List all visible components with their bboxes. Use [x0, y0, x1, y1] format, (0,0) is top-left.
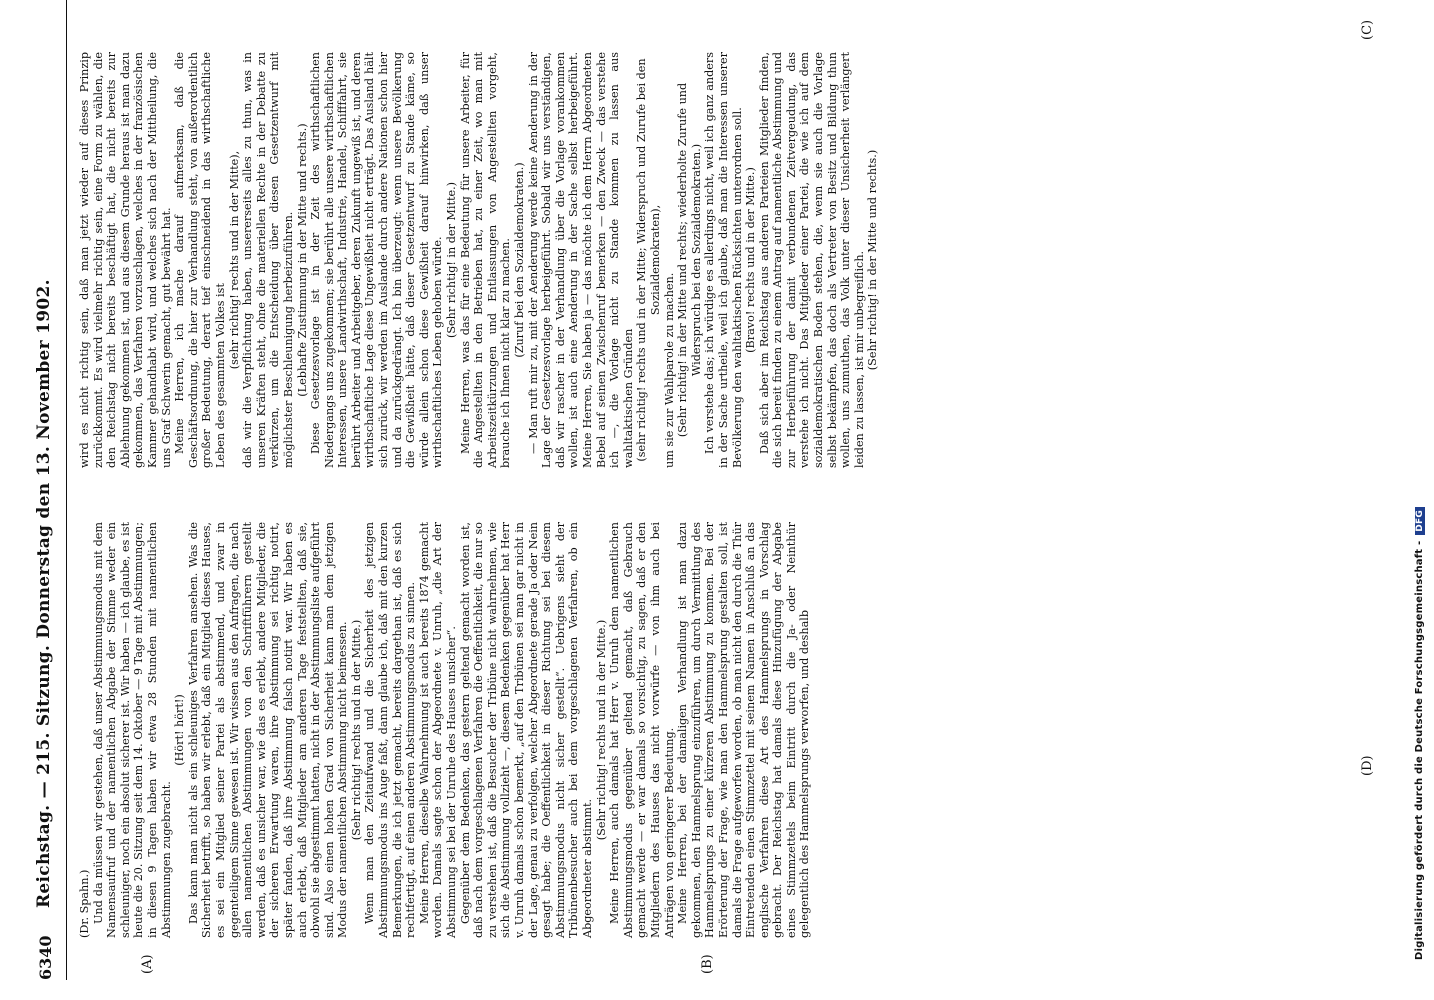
paragraph: (Lebhafte Zustimmung in der Mitte und rechts.): [295, 123, 309, 397]
page-number: 6340: [36, 935, 55, 980]
paragraph: Meine Herren, bei der damaligen Verhandlung ist man dazu gekommen, den Hammelsprung einzuführen, um durch Vermittlung des Hammelsprungs zu einer kürzeren Abstimmung zu kommen. Bei der Erörterung der Frage, wie man den Hammelsprung gestalten soll, ist damals die Frage aufgeworfen worden, ob man nicht den durch die Thür Eintretenden einen Stimmzettel mit seinem Namen in Anschluß an das englische Verfahren diese Art des Hammelsprungs in Vorschlag gebracht. Der Reichstag hat damals diese Hinzufügung der Abgabe eines Stimmzettels beim Eintritt durch die Ja- oder Neinthür gelegentlich des Hammelsprungs verworfen, und deshalb: [676, 522, 812, 938]
paragraph: (Sehr richtig! rechts und in der Mitte.): [594, 619, 608, 841]
paragraph: (Sehr richtig! in der Mitte.): [445, 181, 459, 339]
paragraph: Meine Herren, ich mache darauf aufmerksam, daß die Geschäftsordnung, die hier zur Verhandlung steht, von außerordentlich großer Bedeutung, derart tief einschneidend in das wirthschaftliche Leben des gesammten Volkes ist: [173, 52, 227, 468]
paragraph: (Sehr richtig! in der Mitte und rechts.): [866, 149, 880, 371]
margin-marker-b: (B): [700, 954, 715, 974]
paragraph: Und da müssen wir gestehen, daß unser Abstimmungsmodus mit dem Namensaufruf und der namentlichen Abgabe der Stimme weder ein schleuniger, noch ein absolut sicherer ist. Wir haben — ich glaube, es ist heute die 20. Sitzung seit dem 14. Oktober — 9 Tage mit Abstimmungen; in diesen 9 Tagen haben wir etwa 28 Stunden mit namentlichen Abstimmungen zugebracht.: [91, 522, 173, 938]
paragraph: Wenn man den Zeitaufwand und die Sicherheit des jetzigen Abstimmungsmodus ins Auge faßt, dann glaube ich, daß mit den kurzen Bemerkungen, die ich jetzt gemacht, bereits dargethan ist, daß es sich rechtfertigt, auf einen anderen Abstimmungsmodus zu sinnen.: [363, 522, 418, 938]
paragraph: (Hört! hört!): [173, 694, 187, 766]
paragraph: Ich verstehe das; ich würdige es allerdings nicht, weil ich ganz anders in der Sache urtheile, weil ich glaube, daß man die Interessen unserer Bevölkerung den wahltaktischen Rücksichten unterordnen soll.: [703, 52, 744, 468]
paragraph: Diese Gesetzesvorlage ist in der Zeit des wirthschaftlichen Niedergangs uns zugekommen; sie berührt alle unsere wirthschaftlichen Interessen, unsere Landwirthschaft, Industrie, Handel, Schifffahrt, sie berührt Arbeiter und Arbeitgeber, deren Zukunft ungewiß ist, und deren wirthschaftliche Lage diese Ungewißheit nicht erträgt. Das Ausland hält sich zurück, wir werden im Auslande durch andere Nationen schon hier und da zurückgedrängt. Ich bin überzeugt: wenn unsere Bevölkerung die Gewißheit hätte, daß dieser Gesetzentwurf zu Stande käme, so würde allein schon diese Gewißheit darauf hinwirken, daß unser wirthschaftliches Leben gehoben würde.: [309, 52, 445, 468]
paragraph: wird es nicht richtig sein, daß man jetzt wieder auf dieses Prinzip zurückkommt. Es wird vielmehr richtig sein, eine Form zu wählen, die den Reichstag nicht bereits beschäftigt hat, die nicht bereits zur Ablehnung gekommen ist, und aus diesem Grunde heraus ist man dazu gekommen, das Verfahren vorzuschlagen, welches in der französischen Kammer gehandhabt wird, und welches sich nach der Mittheilung, die uns Graf Schwerin gemacht, gut bewährt hat.: [78, 52, 173, 468]
paragraph: Daß sich aber im Reichstag aus anderen Parteien Mitglieder finden, die sich bereit finden zu einem Antrag auf namentliche Abstimmung und zur Herbeiführung der damit verbundenen Zeitvergeudung, das verstehe ich nicht. Das Mitglieder einer Partei, die wie ich auf dem sozialdemokratischen Boden stehen, die, wenn sie auch die Vorlage selbst bekämpfen, das doch als Vertreter von Besitz und Bildung thun wollen, uns zumuthen, das Volk unter dieser Unsicherheit verlängert leiden zu lassen, ist mir unbegreiflich.: [757, 52, 866, 468]
paragraph: (Dr. Spahn.): [78, 869, 91, 938]
paragraph: um sie zur Wahlparole zu machen.: [662, 272, 676, 468]
paragraph: Meine Herren, was das für eine Bedeutung für unsere Arbeiter, für die Angestellten in den Betrieben hat, zu einer Zeit, wo man mit Arbeitszeitkürzungen und Entlassungen von Angestellten vorgeht, brauche ich Ihnen nicht klar zu machen.: [458, 52, 513, 468]
paragraph: daß wir die Verpflichtung haben, unsererseits alles zu thun, was in unseren Kräften steht, ohne die materiellen Rechte in der Debatte zu verkürzen, um die Entscheidung über diesen Gesetzentwurf mit möglichster Beschleunigung herbeizuführen.: [241, 52, 295, 468]
paragraph: Gegenüber dem Bedenken, das gestern geltend gemacht worden ist, daß nach dem vorgeschlagenen Verfahren die Oeffentlichkeit, die nur so zu verstehen ist, daß die Besucher der Tribüne nicht wahrnehmen, wie sich die Abstimmung vollzieht —, diesem Bedenken gegenüber hat Herr v. Unruh damals schon bemerkt, „auf den Tribünen sei man gar nicht in der Lage, genau zu verfolgen, welcher Abgeordnete gerade Ja oder Nein gesagt habe; die Oeffentlichkeit in dieser Richtung sei bei diesem Abstimmungsmodus nicht sicher gestellt“. Uebrigens sieht der Tribünenbesucher auch bei dem vorgeschlagenen Verfahren, ob ein Abgeordneter abstimmt.: [458, 522, 594, 938]
running-title: Reichstag. — 215. Sitzung. Donnerstag den 13. November 1902.: [34, 279, 54, 908]
paragraph: Meine Herren, dieselbe Wahrnehmung ist auch bereits 1874 gemacht worden. Damals sagte schon der Abgeordnete v. Unruh, „die Art der Abstimmung sei bei der Unruhe des Hauses unsicher“.: [417, 522, 459, 938]
paragraph: (Sehr richtig! rechts und in der Mitte.): [349, 619, 363, 841]
margin-marker-c: (C): [1360, 19, 1375, 40]
margin-marker-d: (D): [1360, 755, 1375, 776]
paragraph: (sehr richtig! rechts und in der Mitte),: [227, 150, 241, 370]
paragraph: (Bravo! rechts und in der Mitte.): [744, 167, 758, 353]
paragraph: Das kann man nicht als ein schleuniges Verfahren ansehen. Was die Sicherheit betrifft, so haben wir erlebt, daß ein Mitglied dieses Hauses, es sei ein Mitglied seiner Partei als abstimmend, und zwar in gegenteiligem Sinne gewesen ist. Wir wissen aus den Anfragen, die nach allen namentlichen Abstimmungen von den Schriftführern gestellt werden, daß es unsicher war, wie das es erlebt, andere Mitglieder, die der sicheren Erwartung waren, ihre Abstimmung sei richtig notirt, später fanden, daß ihre Abstimmung falsch notirt war. Wir haben es auch erlebt, daß Mitglieder am anderen Tage feststellten, daß sie, obwohl sie abgestimmt hatten, nicht in der Abstimmungsliste aufgeführt sind. Also einen hohen Grad von Sicherheit kann man dem jetzigen Modus der namentlichen Abstimmung nicht beimessen.: [186, 522, 350, 938]
paragraph: — Man ruft mir zu, mit der Aenderung werde keine Aenderung in der Lage der Gesetzesvorlage herbeigeführt. Sobald wir uns verständigen, daß wir rascher in der Verhandlung über die Vorlage vorankommen wollen, ist auch eine Aenderung in der Sache selbst herbeigeführt. Meine Herren, Sie haben ja — das möchte ich dem Herrn Abgeordneten Bebel auf seinen Zwischenruf bemerken — den Zweck — das verstehe ich —, die Vorlage nicht zu Stande kommen zu lassen aus wahltaktischen Gründen: [526, 52, 635, 468]
dfg-logo: DFG: [1415, 507, 1425, 535]
paragraph: (Zuruf bei den Sozialdemokraten.): [513, 162, 526, 358]
margin-marker-a: (A): [140, 954, 155, 974]
digitization-text: Digitalisierung gefördert durch die Deutsche Forschungsgemeinschaft -: [1414, 540, 1425, 960]
page-header: [30, 0, 70, 1000]
paragraph: (Sehr richtig! in der Mitte und rechts; wiederholte Zurufe und Widerspruch bei den Sozialdemokraten.): [676, 82, 703, 438]
right-column: [78, 52, 880, 468]
paragraph: Meine Herren, auch damals hat Herr v. Unruh dem namentlichen Abstimmungsmodus gegenüber geltend gemacht, daß Gebrauch gemacht werde — er war damals so vorsichtig, zu sagen, daß er den Mitgliedern des Hauses das nicht vorwürfe — von ihm auch bei Anträgen von geringerer Bedeutung.: [608, 522, 676, 938]
digitization-note: [1414, 507, 1425, 960]
left-column: [78, 522, 812, 938]
header-rule: [66, 0, 67, 980]
paragraph: (sehr richtig! rechts und in der Mitte; Widerspruch und Zurufe bei den Sozialdemokraten),: [635, 58, 662, 462]
